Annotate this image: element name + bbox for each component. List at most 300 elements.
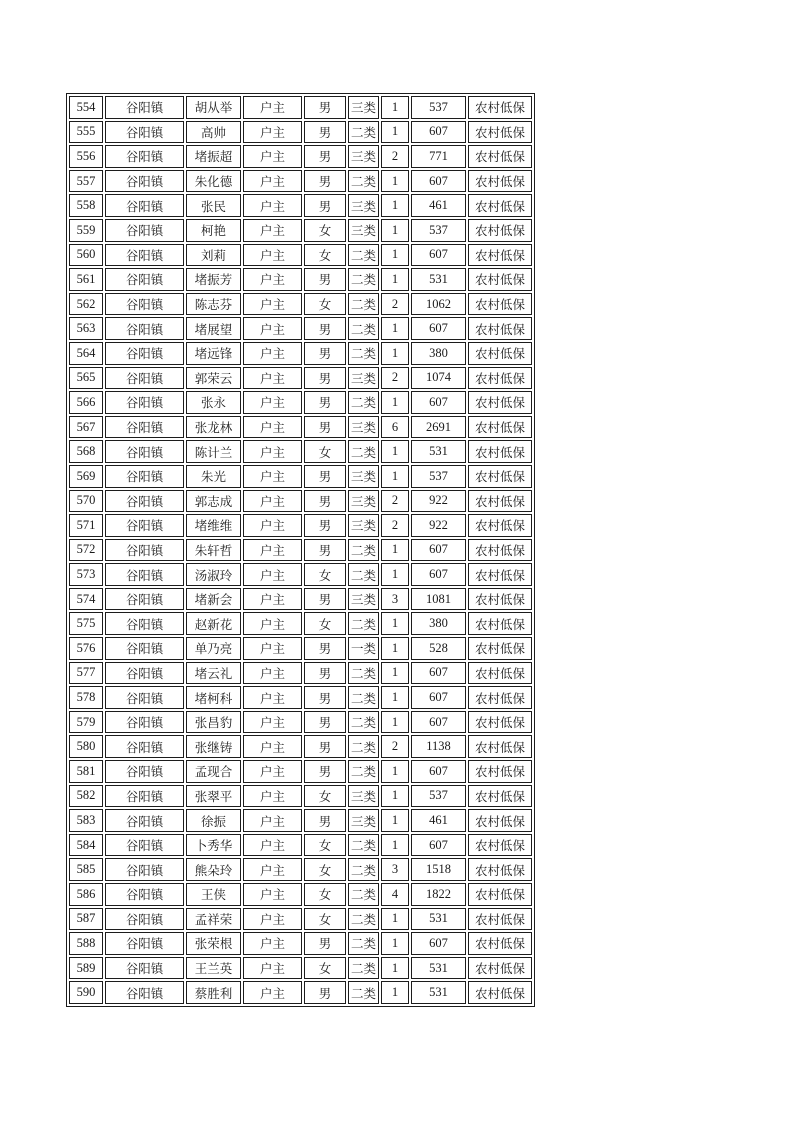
gender-cell: 男 — [304, 981, 346, 1004]
town-cell: 谷阳镇 — [105, 121, 184, 144]
amount-cell: 380 — [411, 342, 466, 365]
category-cell: 二类 — [348, 244, 379, 267]
serial-number-cell: 556 — [69, 145, 103, 168]
category-cell: 二类 — [348, 883, 379, 906]
gender-cell: 男 — [304, 145, 346, 168]
person-count-cell: 1 — [381, 686, 409, 709]
name-cell: 陈计兰 — [186, 440, 241, 463]
amount-cell: 607 — [411, 391, 466, 414]
category-cell: 二类 — [348, 834, 379, 857]
person-count-cell: 1 — [381, 711, 409, 734]
amount-cell: 531 — [411, 268, 466, 291]
gender-cell: 男 — [304, 194, 346, 217]
amount-cell: 607 — [411, 686, 466, 709]
category-cell: 三类 — [348, 219, 379, 242]
amount-cell: 2691 — [411, 416, 466, 439]
category-cell: 三类 — [348, 96, 379, 119]
person-count-cell: 1 — [381, 809, 409, 832]
person-count-cell: 1 — [381, 957, 409, 980]
town-cell: 谷阳镇 — [105, 342, 184, 365]
amount-cell: 607 — [411, 244, 466, 267]
amount-cell: 531 — [411, 440, 466, 463]
subsidy-type-cell: 农村低保 — [468, 416, 532, 439]
gender-cell: 女 — [304, 219, 346, 242]
category-cell: 二类 — [348, 612, 379, 635]
category-cell: 三类 — [348, 194, 379, 217]
category-cell: 二类 — [348, 735, 379, 758]
subsidy-type-cell: 农村低保 — [468, 711, 532, 734]
name-cell: 张永 — [186, 391, 241, 414]
amount-cell: 607 — [411, 662, 466, 685]
table-row — [69, 244, 532, 267]
name-cell: 张荣根 — [186, 932, 241, 955]
person-count-cell: 1 — [381, 268, 409, 291]
town-cell: 谷阳镇 — [105, 465, 184, 488]
subsidy-type-cell: 农村低保 — [468, 244, 532, 267]
name-cell: 孟祥荣 — [186, 908, 241, 931]
subsidy-type-cell: 农村低保 — [468, 957, 532, 980]
category-cell: 二类 — [348, 957, 379, 980]
town-cell: 谷阳镇 — [105, 662, 184, 685]
subsidy-type-cell: 农村低保 — [468, 145, 532, 168]
town-cell: 谷阳镇 — [105, 981, 184, 1004]
name-cell: 朱轩哲 — [186, 539, 241, 562]
subsidy-type-cell: 农村低保 — [468, 391, 532, 414]
serial-number-cell: 566 — [69, 391, 103, 414]
category-cell: 二类 — [348, 539, 379, 562]
town-cell: 谷阳镇 — [105, 219, 184, 242]
amount-cell: 1138 — [411, 735, 466, 758]
table-row — [69, 981, 532, 1004]
relation-cell: 户主 — [243, 637, 302, 660]
person-count-cell: 1 — [381, 121, 409, 144]
table-row — [69, 268, 532, 291]
table-row — [69, 711, 532, 734]
gender-cell: 男 — [304, 809, 346, 832]
table-row — [69, 957, 532, 980]
category-cell: 二类 — [348, 440, 379, 463]
person-count-cell: 1 — [381, 170, 409, 193]
person-count-cell: 1 — [381, 932, 409, 955]
subsidy-roster-table — [66, 93, 535, 1007]
person-count-cell: 1 — [381, 908, 409, 931]
name-cell: 刘莉 — [186, 244, 241, 267]
table-row — [69, 563, 532, 586]
category-cell: 二类 — [348, 858, 379, 881]
serial-number-cell: 590 — [69, 981, 103, 1004]
town-cell: 谷阳镇 — [105, 785, 184, 808]
serial-number-cell: 580 — [69, 735, 103, 758]
relation-cell: 户主 — [243, 760, 302, 783]
name-cell: 孟现合 — [186, 760, 241, 783]
town-cell: 谷阳镇 — [105, 735, 184, 758]
name-cell: 赵新花 — [186, 612, 241, 635]
serial-number-cell: 569 — [69, 465, 103, 488]
person-count-cell: 6 — [381, 416, 409, 439]
amount-cell: 531 — [411, 908, 466, 931]
table-row — [69, 490, 532, 513]
subsidy-type-cell: 农村低保 — [468, 612, 532, 635]
serial-number-cell: 555 — [69, 121, 103, 144]
table-row — [69, 588, 532, 611]
town-cell: 谷阳镇 — [105, 244, 184, 267]
amount-cell: 461 — [411, 194, 466, 217]
town-cell: 谷阳镇 — [105, 539, 184, 562]
person-count-cell: 1 — [381, 563, 409, 586]
relation-cell: 户主 — [243, 121, 302, 144]
person-count-cell: 1 — [381, 465, 409, 488]
amount-cell: 1074 — [411, 367, 466, 390]
person-count-cell: 1 — [381, 391, 409, 414]
table-row — [69, 760, 532, 783]
table-row — [69, 735, 532, 758]
name-cell: 堵远锋 — [186, 342, 241, 365]
name-cell: 张翠平 — [186, 785, 241, 808]
serial-number-cell: 588 — [69, 932, 103, 955]
gender-cell: 女 — [304, 785, 346, 808]
subsidy-type-cell: 农村低保 — [468, 268, 532, 291]
relation-cell: 户主 — [243, 735, 302, 758]
relation-cell: 户主 — [243, 194, 302, 217]
town-cell: 谷阳镇 — [105, 957, 184, 980]
person-count-cell: 1 — [381, 219, 409, 242]
gender-cell: 男 — [304, 367, 346, 390]
town-cell: 谷阳镇 — [105, 760, 184, 783]
name-cell: 郭荣云 — [186, 367, 241, 390]
relation-cell: 户主 — [243, 416, 302, 439]
gender-cell: 女 — [304, 957, 346, 980]
person-count-cell: 1 — [381, 662, 409, 685]
person-count-cell: 1 — [381, 539, 409, 562]
category-cell: 三类 — [348, 465, 379, 488]
amount-cell: 1518 — [411, 858, 466, 881]
name-cell: 朱化德 — [186, 170, 241, 193]
gender-cell: 女 — [304, 612, 346, 635]
table-row — [69, 293, 532, 316]
gender-cell: 女 — [304, 858, 346, 881]
amount-cell: 1081 — [411, 588, 466, 611]
town-cell: 谷阳镇 — [105, 514, 184, 537]
relation-cell: 户主 — [243, 686, 302, 709]
relation-cell: 户主 — [243, 932, 302, 955]
relation-cell: 户主 — [243, 514, 302, 537]
table-row — [69, 858, 532, 881]
relation-cell: 户主 — [243, 883, 302, 906]
town-cell: 谷阳镇 — [105, 416, 184, 439]
subsidy-type-cell: 农村低保 — [468, 858, 532, 881]
serial-number-cell: 570 — [69, 490, 103, 513]
name-cell: 高帅 — [186, 121, 241, 144]
relation-cell: 户主 — [243, 170, 302, 193]
person-count-cell: 2 — [381, 145, 409, 168]
table-row — [69, 219, 532, 242]
relation-cell: 户主 — [243, 981, 302, 1004]
subsidy-type-cell: 农村低保 — [468, 809, 532, 832]
category-cell: 二类 — [348, 268, 379, 291]
name-cell: 张龙林 — [186, 416, 241, 439]
category-cell: 三类 — [348, 785, 379, 808]
subsidy-type-cell: 农村低保 — [468, 834, 532, 857]
name-cell: 熊朵玲 — [186, 858, 241, 881]
gender-cell: 男 — [304, 490, 346, 513]
gender-cell: 男 — [304, 514, 346, 537]
gender-cell: 男 — [304, 391, 346, 414]
name-cell: 堵维维 — [186, 514, 241, 537]
gender-cell: 男 — [304, 588, 346, 611]
name-cell: 堵柯科 — [186, 686, 241, 709]
town-cell: 谷阳镇 — [105, 858, 184, 881]
town-cell: 谷阳镇 — [105, 563, 184, 586]
amount-cell: 607 — [411, 121, 466, 144]
relation-cell: 户主 — [243, 588, 302, 611]
subsidy-type-cell: 农村低保 — [468, 490, 532, 513]
serial-number-cell: 587 — [69, 908, 103, 931]
table-row — [69, 170, 532, 193]
serial-number-cell: 585 — [69, 858, 103, 881]
name-cell: 堵展望 — [186, 317, 241, 340]
name-cell: 王兰英 — [186, 957, 241, 980]
name-cell: 堵振超 — [186, 145, 241, 168]
serial-number-cell: 583 — [69, 809, 103, 832]
gender-cell: 女 — [304, 563, 346, 586]
table-row — [69, 342, 532, 365]
relation-cell: 户主 — [243, 244, 302, 267]
table-row — [69, 514, 532, 537]
amount-cell: 461 — [411, 809, 466, 832]
category-cell: 二类 — [348, 342, 379, 365]
amount-cell: 537 — [411, 785, 466, 808]
subsidy-type-cell: 农村低保 — [468, 465, 532, 488]
name-cell: 胡从举 — [186, 96, 241, 119]
name-cell: 张继铸 — [186, 735, 241, 758]
person-count-cell: 2 — [381, 490, 409, 513]
relation-cell: 户主 — [243, 342, 302, 365]
relation-cell: 户主 — [243, 440, 302, 463]
serial-number-cell: 573 — [69, 563, 103, 586]
subsidy-type-cell: 农村低保 — [468, 785, 532, 808]
relation-cell: 户主 — [243, 317, 302, 340]
person-count-cell: 1 — [381, 760, 409, 783]
category-cell: 二类 — [348, 711, 379, 734]
subsidy-type-cell: 农村低保 — [468, 170, 532, 193]
serial-number-cell: 568 — [69, 440, 103, 463]
town-cell: 谷阳镇 — [105, 170, 184, 193]
relation-cell: 户主 — [243, 219, 302, 242]
subsidy-type-cell: 农村低保 — [468, 637, 532, 660]
amount-cell: 607 — [411, 539, 466, 562]
serial-number-cell: 563 — [69, 317, 103, 340]
category-cell: 二类 — [348, 170, 379, 193]
relation-cell: 户主 — [243, 834, 302, 857]
amount-cell: 380 — [411, 612, 466, 635]
amount-cell: 922 — [411, 490, 466, 513]
person-count-cell: 1 — [381, 342, 409, 365]
category-cell: 三类 — [348, 416, 379, 439]
amount-cell: 537 — [411, 96, 466, 119]
town-cell: 谷阳镇 — [105, 883, 184, 906]
town-cell: 谷阳镇 — [105, 367, 184, 390]
person-count-cell: 2 — [381, 367, 409, 390]
person-count-cell: 4 — [381, 883, 409, 906]
subsidy-type-cell: 农村低保 — [468, 121, 532, 144]
gender-cell: 男 — [304, 760, 346, 783]
table-row — [69, 612, 532, 635]
amount-cell: 607 — [411, 317, 466, 340]
name-cell: 汤淑玲 — [186, 563, 241, 586]
amount-cell: 607 — [411, 834, 466, 857]
town-cell: 谷阳镇 — [105, 391, 184, 414]
serial-number-cell: 565 — [69, 367, 103, 390]
name-cell: 郭志成 — [186, 490, 241, 513]
subsidy-type-cell: 农村低保 — [468, 883, 532, 906]
town-cell: 谷阳镇 — [105, 686, 184, 709]
serial-number-cell: 554 — [69, 96, 103, 119]
name-cell: 王侠 — [186, 883, 241, 906]
gender-cell: 男 — [304, 96, 346, 119]
table-row — [69, 539, 532, 562]
serial-number-cell: 577 — [69, 662, 103, 685]
person-count-cell: 1 — [381, 317, 409, 340]
category-cell: 三类 — [348, 514, 379, 537]
person-count-cell: 2 — [381, 293, 409, 316]
table-row — [69, 834, 532, 857]
table-row — [69, 908, 532, 931]
subsidy-type-cell: 农村低保 — [468, 514, 532, 537]
person-count-cell: 2 — [381, 514, 409, 537]
amount-cell: 1822 — [411, 883, 466, 906]
category-cell: 二类 — [348, 932, 379, 955]
serial-number-cell: 581 — [69, 760, 103, 783]
category-cell: 三类 — [348, 145, 379, 168]
category-cell: 二类 — [348, 391, 379, 414]
town-cell: 谷阳镇 — [105, 588, 184, 611]
relation-cell: 户主 — [243, 145, 302, 168]
relation-cell: 户主 — [243, 662, 302, 685]
town-cell: 谷阳镇 — [105, 440, 184, 463]
name-cell: 卜秀华 — [186, 834, 241, 857]
table-row — [69, 465, 532, 488]
name-cell: 堵新会 — [186, 588, 241, 611]
gender-cell: 男 — [304, 416, 346, 439]
serial-number-cell: 575 — [69, 612, 103, 635]
gender-cell: 男 — [304, 932, 346, 955]
subsidy-type-cell: 农村低保 — [468, 317, 532, 340]
amount-cell: 528 — [411, 637, 466, 660]
town-cell: 谷阳镇 — [105, 145, 184, 168]
town-cell: 谷阳镇 — [105, 293, 184, 316]
relation-cell: 户主 — [243, 858, 302, 881]
name-cell: 张昌豹 — [186, 711, 241, 734]
category-cell: 二类 — [348, 317, 379, 340]
name-cell: 陈志芬 — [186, 293, 241, 316]
table-row — [69, 686, 532, 709]
name-cell: 张民 — [186, 194, 241, 217]
relation-cell: 户主 — [243, 391, 302, 414]
amount-cell: 1062 — [411, 293, 466, 316]
relation-cell: 户主 — [243, 539, 302, 562]
serial-number-cell: 584 — [69, 834, 103, 857]
category-cell: 三类 — [348, 588, 379, 611]
town-cell: 谷阳镇 — [105, 317, 184, 340]
subsidy-type-cell: 农村低保 — [468, 662, 532, 685]
serial-number-cell: 567 — [69, 416, 103, 439]
subsidy-type-cell: 农村低保 — [468, 96, 532, 119]
person-count-cell: 1 — [381, 834, 409, 857]
town-cell: 谷阳镇 — [105, 834, 184, 857]
name-cell: 堵振芳 — [186, 268, 241, 291]
gender-cell: 女 — [304, 440, 346, 463]
gender-cell: 男 — [304, 170, 346, 193]
subsidy-type-cell: 农村低保 — [468, 194, 532, 217]
relation-cell: 户主 — [243, 293, 302, 316]
person-count-cell: 3 — [381, 858, 409, 881]
person-count-cell: 1 — [381, 981, 409, 1004]
name-cell: 柯艳 — [186, 219, 241, 242]
serial-number-cell: 574 — [69, 588, 103, 611]
person-count-cell: 1 — [381, 785, 409, 808]
serial-number-cell: 559 — [69, 219, 103, 242]
relation-cell: 户主 — [243, 908, 302, 931]
person-count-cell: 1 — [381, 612, 409, 635]
relation-cell: 户主 — [243, 465, 302, 488]
subsidy-type-cell: 农村低保 — [468, 588, 532, 611]
town-cell: 谷阳镇 — [105, 194, 184, 217]
gender-cell: 男 — [304, 121, 346, 144]
person-count-cell: 1 — [381, 440, 409, 463]
table-row — [69, 785, 532, 808]
relation-cell: 户主 — [243, 785, 302, 808]
amount-cell: 607 — [411, 932, 466, 955]
serial-number-cell: 564 — [69, 342, 103, 365]
serial-number-cell: 582 — [69, 785, 103, 808]
category-cell: 二类 — [348, 686, 379, 709]
serial-number-cell: 572 — [69, 539, 103, 562]
gender-cell: 女 — [304, 293, 346, 316]
gender-cell: 男 — [304, 268, 346, 291]
category-cell: 二类 — [348, 121, 379, 144]
town-cell: 谷阳镇 — [105, 268, 184, 291]
category-cell: 一类 — [348, 637, 379, 660]
serial-number-cell: 576 — [69, 637, 103, 660]
gender-cell: 女 — [304, 883, 346, 906]
gender-cell: 女 — [304, 244, 346, 267]
gender-cell: 女 — [304, 908, 346, 931]
relation-cell: 户主 — [243, 563, 302, 586]
subsidy-type-cell: 农村低保 — [468, 563, 532, 586]
table-row — [69, 440, 532, 463]
person-count-cell: 1 — [381, 637, 409, 660]
gender-cell: 男 — [304, 686, 346, 709]
name-cell: 单乃亮 — [186, 637, 241, 660]
table-row — [69, 932, 532, 955]
relation-cell: 户主 — [243, 711, 302, 734]
town-cell: 谷阳镇 — [105, 908, 184, 931]
name-cell: 堵云礼 — [186, 662, 241, 685]
serial-number-cell: 558 — [69, 194, 103, 217]
gender-cell: 男 — [304, 735, 346, 758]
relation-cell: 户主 — [243, 612, 302, 635]
serial-number-cell: 571 — [69, 514, 103, 537]
serial-number-cell: 579 — [69, 711, 103, 734]
table-row — [69, 96, 532, 119]
town-cell: 谷阳镇 — [105, 932, 184, 955]
relation-cell: 户主 — [243, 490, 302, 513]
category-cell: 三类 — [348, 490, 379, 513]
amount-cell: 607 — [411, 170, 466, 193]
serial-number-cell: 586 — [69, 883, 103, 906]
serial-number-cell: 561 — [69, 268, 103, 291]
category-cell: 二类 — [348, 662, 379, 685]
